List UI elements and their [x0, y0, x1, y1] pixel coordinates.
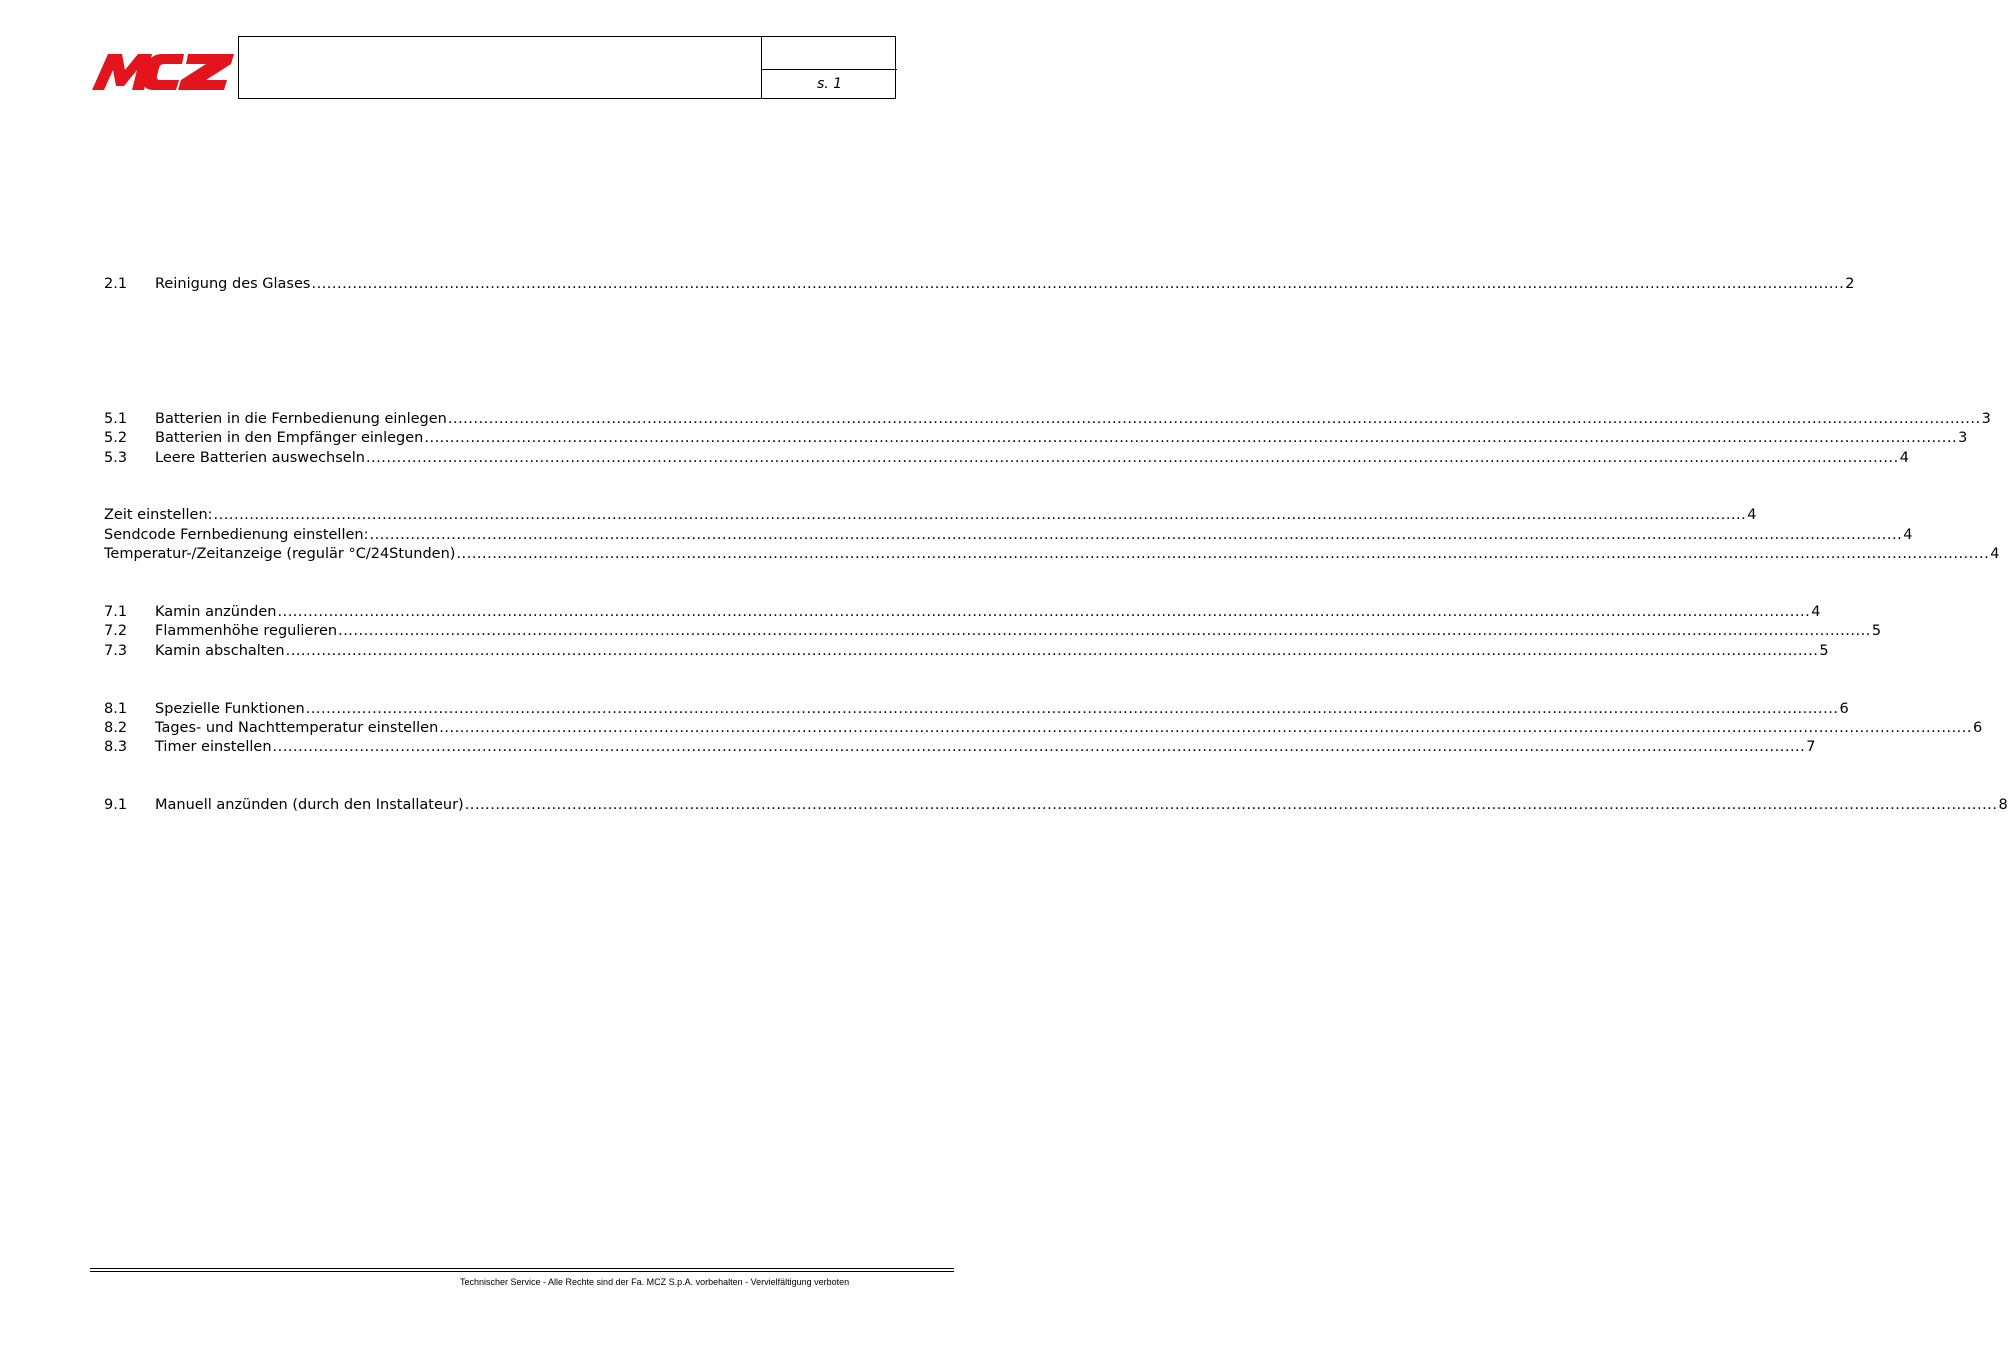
toc-entry-page: 2 [1845, 276, 1855, 292]
toc-entry[interactable] [104, 718, 1983, 738]
toc-entry-number: 8.2 [104, 720, 128, 736]
toc-entry-page: 6 [1973, 720, 1983, 736]
toc-entry[interactable] [104, 274, 1855, 294]
toc-entry-page: 4 [1990, 546, 2000, 562]
toc-dot-leader: ............................................................................................................................................................................................................................................................................................................ [277, 604, 1811, 620]
footer-copyright: Technischer Service - Alle Rechte sind der Fa. MCZ S.p.A. vorbehalten - Vervielfältigung verboten [460, 1277, 850, 1287]
toc-entry-page: 8 [1998, 797, 2008, 813]
toc-entry[interactable] [104, 505, 1757, 525]
toc-entry-title: Flammenhöhe regulieren [155, 623, 338, 639]
toc-entry-page: 3 [1958, 430, 1968, 446]
toc-entry-number: 9.1 [104, 797, 128, 813]
toc-entry-title: Reinigung des Glases [155, 276, 311, 292]
toc-entry-title: Batterien in den Empfänger einlegen [155, 430, 424, 446]
toc-entry-number: 7.2 [104, 623, 128, 639]
toc-entry[interactable] [104, 525, 1913, 545]
toc-entry-title: Timer einstellen [155, 739, 272, 755]
toc-entry-title: Zeit einstellen: [104, 507, 213, 523]
toc-entry[interactable] [104, 795, 2008, 815]
toc-entry-title: Spezielle Funktionen [155, 701, 305, 717]
toc-entry-title: Kamin abschalten [155, 643, 285, 659]
header-page-cell-group [761, 36, 897, 99]
toc-entry-page: 4 [1899, 450, 1909, 466]
toc-entry[interactable] [104, 737, 1816, 757]
toc-dot-leader: ............................................................................................................................................................................................................................................................................................................ [305, 701, 1839, 717]
toc-entry-page: 5 [1871, 623, 1882, 639]
footer-divider [90, 1268, 954, 1272]
toc-entry-number: 7.3 [104, 643, 128, 659]
toc-entry-number: 5.1 [104, 411, 128, 427]
toc-dot-leader: ............................................................................................................................................................................................................................................................................................................ [285, 643, 1819, 659]
toc-entry-number: 8.1 [104, 701, 128, 717]
toc-entry-title: Kamin anzünden [155, 604, 277, 620]
toc-entry-page: 7 [1806, 739, 1816, 755]
toc-entry[interactable] [104, 409, 1991, 429]
toc-entry-page: 4 [1903, 527, 1913, 543]
toc-entry-number: 2.1 [104, 276, 128, 292]
toc-entry-number: 5.2 [104, 430, 128, 446]
toc-dot-leader: ............................................................................................................................................................................................................................................................................................................ [311, 276, 1845, 292]
toc-entry[interactable] [104, 544, 2000, 564]
toc-dot-leader: ............................................................................................................................................................................................................................................................................................................ [369, 527, 1903, 543]
mcz-logo [92, 50, 234, 92]
toc-entry-title: Leere Batterien auswechseln [155, 450, 365, 466]
toc-dot-leader: ............................................................................................................................................................................................................................................................................................................ [272, 739, 1806, 755]
toc-dot-leader: ............................................................................................................................................................................................................................................................................................................ [464, 797, 1998, 813]
toc-dot-leader: ............................................................................................................................................................................................................................................................................................................ [447, 411, 1981, 427]
toc-entry[interactable] [104, 428, 1968, 448]
toc-dot-leader: ............................................................................................................................................................................................................................................................................................................ [424, 430, 1958, 446]
toc-entry-title: Batterien in die Fernbedienung einlegen [155, 411, 447, 427]
header-box [238, 36, 896, 99]
toc-entry-title: Manuell anzünden (durch den Installateur) [155, 797, 464, 813]
header-top-cell [762, 36, 897, 70]
page-label: s. 1 [816, 76, 843, 92]
toc-entry[interactable] [104, 602, 1821, 622]
toc-dot-leader: ............................................................................................................................................................................................................................................................................................................ [456, 546, 1990, 562]
toc-entry-page: 6 [1839, 701, 1849, 717]
toc-entry[interactable] [104, 621, 1882, 641]
toc-entry[interactable] [104, 699, 1849, 719]
toc-entry-title: Tages- und Nachttemperatur einstellen [155, 720, 439, 736]
toc-entry-page: 4 [1811, 604, 1821, 620]
mcz-logo-graphic [92, 50, 234, 92]
toc-dot-leader: ............................................................................................................................................................................................................................................................................................................ [365, 450, 1899, 466]
toc-entry-number: 5.3 [104, 450, 128, 466]
toc-entry-title: Temperatur-/Zeitanzeige (regulär °C/24Stunden) [104, 546, 456, 562]
toc-entry-number: 7.1 [104, 604, 128, 620]
toc-entry-title: Sendcode Fernbedienung einstellen: [104, 527, 369, 543]
toc-entry-page: 5 [1819, 643, 1829, 659]
toc-entry[interactable] [104, 641, 1829, 661]
toc-entry-number: 8.3 [104, 739, 128, 755]
toc-dot-leader: ............................................................................................................................................................................................................................................................................................................ [338, 623, 1871, 639]
toc-dot-leader: ............................................................................................................................................................................................................................................................................................................ [213, 507, 1747, 523]
toc-entry[interactable] [104, 448, 1909, 468]
toc-entry-page: 4 [1747, 507, 1757, 523]
toc-entry-page: 3 [1981, 411, 1991, 427]
toc-dot-leader: ............................................................................................................................................................................................................................................................................................................ [439, 720, 1973, 736]
